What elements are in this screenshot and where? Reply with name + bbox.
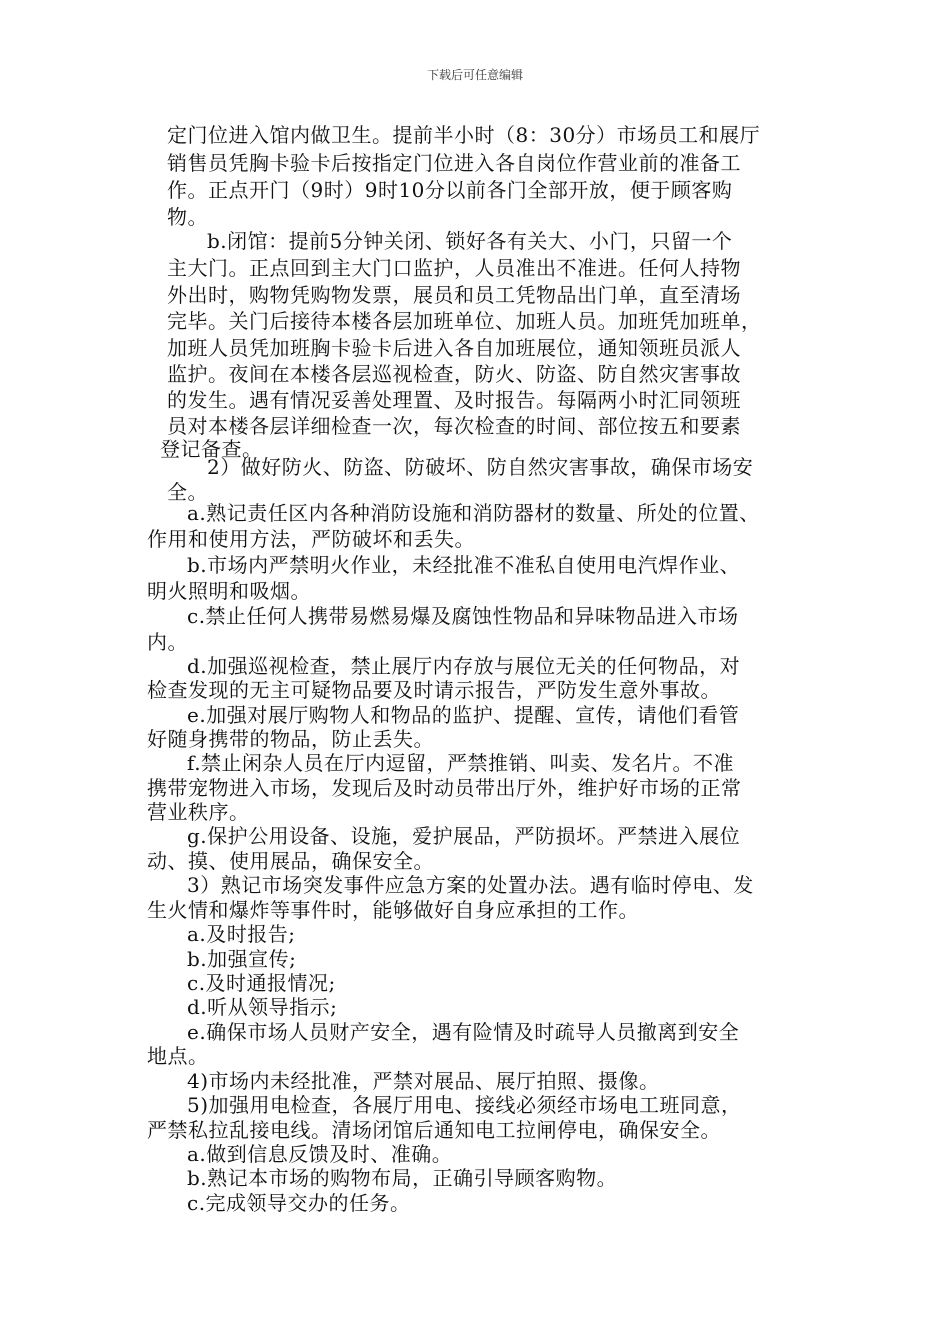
text-line: 2）做好防火、防盗、防破坏、防自然灾害事故，确保市场安 <box>207 455 754 479</box>
text-line: 全。 <box>167 480 208 504</box>
text-line: 内。 <box>147 630 188 654</box>
text-line: 明火照明和吸烟。 <box>147 579 311 603</box>
text-line: 地点。 <box>147 1044 209 1068</box>
text-line: 登记备查。 <box>160 437 263 461</box>
text-line: c.完成领导交办的任务。 <box>187 1191 411 1215</box>
text-line: c.禁止任何人携带易燃易爆及腐蚀性物品和异味物品进入市场 <box>187 604 739 628</box>
text-line: b.熟记本市场的购物布局，正确引导顾客购物。 <box>187 1166 618 1190</box>
text-line: d.听从领导指示; <box>187 995 338 1019</box>
text-line: e.确保市场人员财产安全，遇有险情及时疏导人员撤离到安全 <box>187 1020 740 1044</box>
text-line: 营业秩序。 <box>147 800 250 824</box>
text-line: b.加强宣传; <box>187 947 297 971</box>
text-line: 物。 <box>167 205 208 229</box>
text-line: 5)加强用电检查，各展厅用电、接线必须经市场电工班同意， <box>187 1093 742 1117</box>
text-line: 4)市场内未经批准，严禁对展品、展厅拍照、摄像。 <box>187 1069 660 1093</box>
text-line: 完毕。关门后接待本楼各层加班单位、加班人员。加班凭加班单， <box>167 309 762 333</box>
page-header: 下载后可任意编辑 <box>426 68 523 82</box>
text-line: a.熟记责任区内各种消防设施和消防器材的数量、所处的位置、 <box>187 501 760 525</box>
text-line: 严禁私拉乱接电线。清场闭馆后通知电工拉闸停电，确保安全。 <box>147 1118 721 1142</box>
text-line: 携带宠物进入市场，发现后及时动员带出厅外，维护好市场的正常 <box>147 776 742 800</box>
text-line: 监护。夜间在本楼各层巡视检查，防火、防盗、防自然灾害事故 <box>167 362 741 386</box>
text-line: a.及时报告; <box>187 922 296 946</box>
text-line: a.做到信息反馈及时、准确。 <box>187 1142 453 1166</box>
text-line: 销售员凭胸卡验卡后按指定门位进入各自岗位作营业前的准备工 <box>167 151 741 175</box>
text-line: 好随身携带的物品，防止丢失。 <box>147 727 434 751</box>
text-line: 生火情和爆炸等事件时，能够做好自身应承担的工作。 <box>147 898 639 922</box>
text-line: 动、摸、使用展品，确保安全。 <box>147 849 434 873</box>
text-line: b.市场内严禁明火作业，未经批准不准私自使用电汽焊作业、 <box>187 553 741 577</box>
text-line: 外出时，购物凭购物发票，展员和员工凭物品出门单，直至清场 <box>167 283 741 307</box>
text-line: 定门位进入馆内做卫生。提前半小时（8：30分）市场员工和展厅 <box>167 123 761 147</box>
text-line: 作用和使用方法，严防破坏和丢失。 <box>147 527 475 551</box>
text-line: d.加强巡视检查，禁止展厅内存放与展位无关的任何物品，对 <box>187 654 741 678</box>
text-line: 3）熟记市场突发事件应急方案的处置办法。遇有临时停电、发 <box>187 873 754 897</box>
text-line: f.禁止闲杂人员在厅内逗留，严禁推销、叫卖、发名片。不准 <box>187 751 735 775</box>
text-line: b.闭馆：提前5分钟关闭、锁好各有关大、小门，只留一个 <box>207 229 733 253</box>
text-line: c.及时通报情况; <box>187 971 336 995</box>
text-line: 员对本楼各层详细检查一次，每次检查的时间、部位按五和要素 <box>167 414 741 438</box>
text-line: e.加强对展厅购物人和物品的监护、提醒、宣传，请他们看管 <box>187 703 740 727</box>
text-line: 的发生。遇有情况妥善处理置、及时报告。每隔两小时汇同领班 <box>167 388 741 412</box>
text-line: g.保护公用设备、设施，爱护展品，严防损坏。严禁进入展位 <box>187 824 741 848</box>
text-line: 检查发现的无主可疑物品要及时请示报告，严防发生意外事故。 <box>147 678 721 702</box>
text-line: 主大门。正点回到主大门口监护，人员准出不准进。任何人持物 <box>167 256 741 280</box>
text-line: 作。正点开门（9时）9时10分以前各门全部开放，便于顾客购 <box>167 178 733 202</box>
text-line: 加班人员凭加班胸卡验卡后进入各自加班展位，通知领班员派人 <box>167 336 741 360</box>
